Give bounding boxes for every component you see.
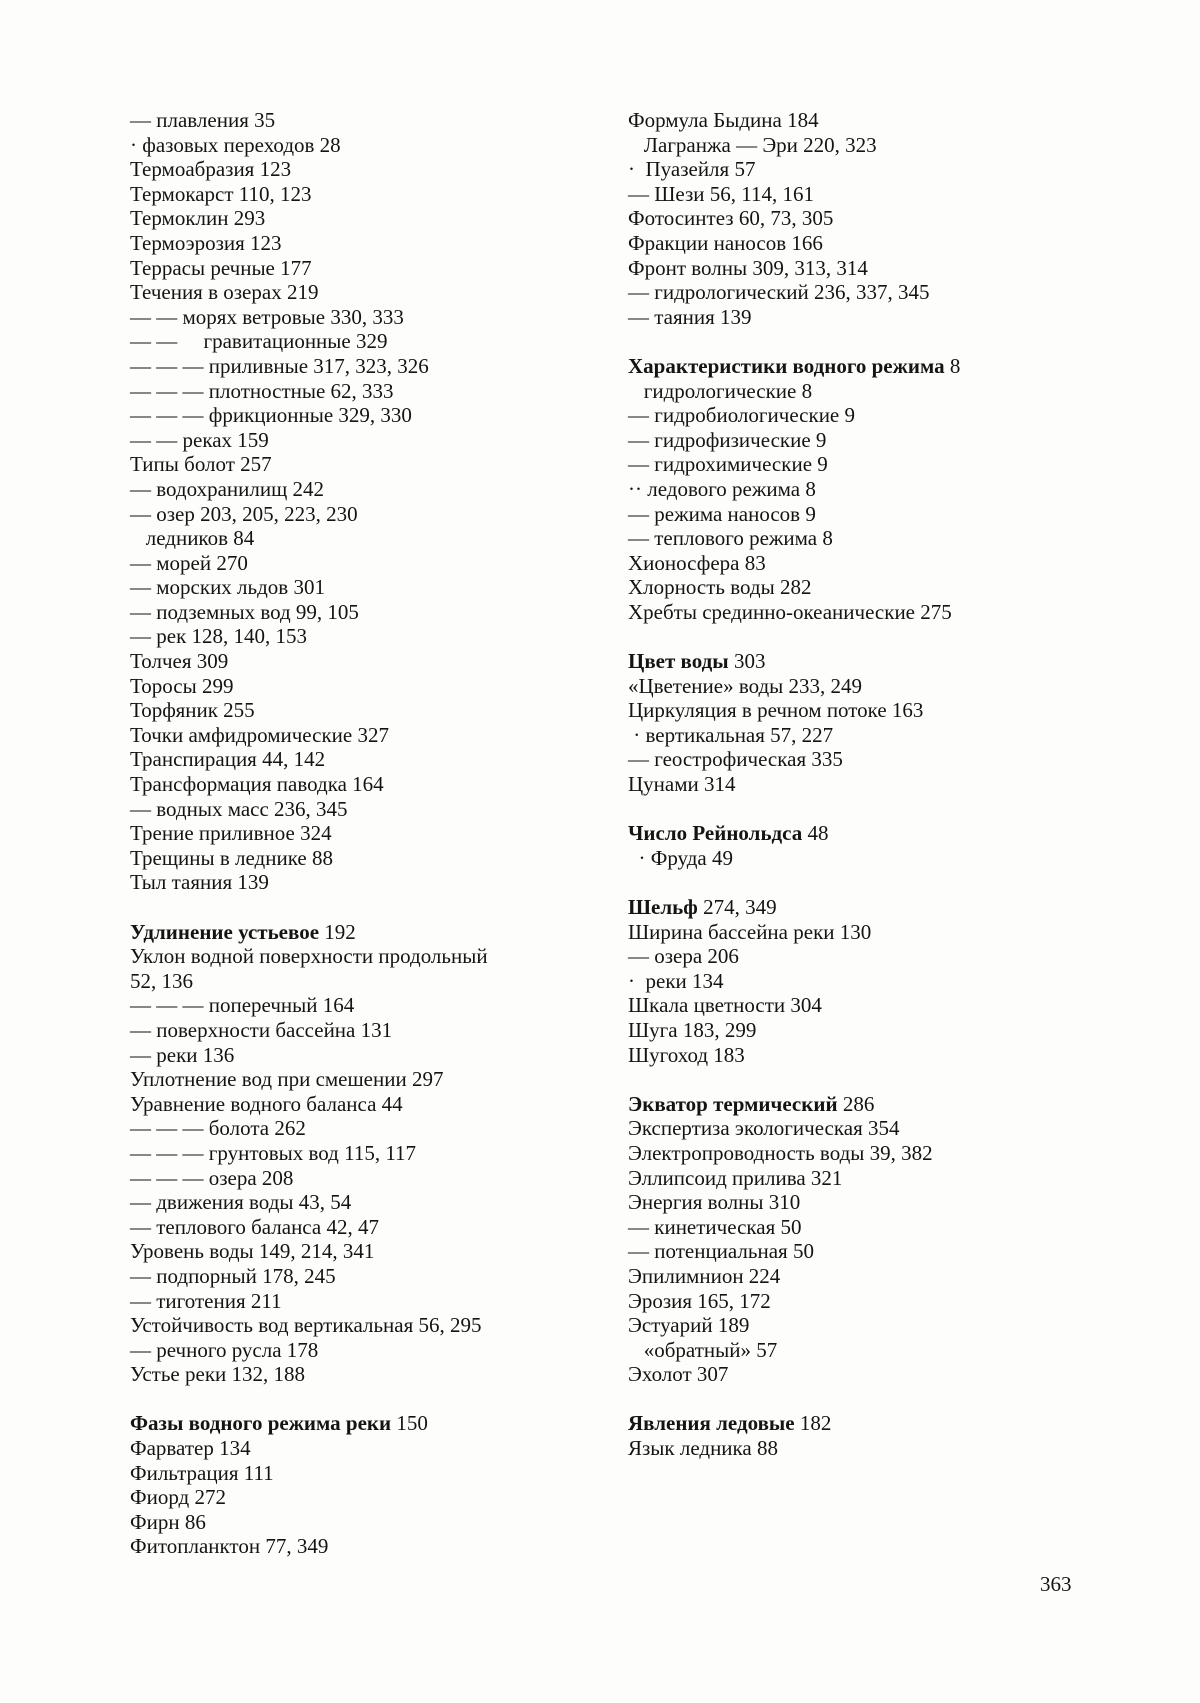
- index-entry: [130, 944, 600, 969]
- index-entry: [628, 108, 1098, 133]
- index-entry: [628, 231, 1098, 256]
- index-entry: [628, 1289, 1098, 1314]
- index-entry: [130, 206, 600, 231]
- index-entry: [130, 1239, 600, 1264]
- index-entry-text: — гидрофизические 9: [628, 427, 827, 452]
- index-entry: [130, 354, 600, 379]
- index-entry: [130, 1043, 600, 1068]
- index-entry-text: Фотосинтез 60, 73, 305: [628, 206, 834, 231]
- index-entry-text: — озера 206: [628, 944, 739, 969]
- section-gap: [130, 1387, 600, 1412]
- index-entry: [628, 133, 1098, 158]
- index-entry-text: — озер 203, 205, 223, 230: [130, 501, 358, 526]
- index-heading-term: Удлинение устьевое: [130, 919, 320, 944]
- index-entry: [628, 1018, 1098, 1043]
- index-entry: [130, 1534, 600, 1559]
- index-entry: [130, 1190, 600, 1215]
- index-entry: [130, 1166, 600, 1191]
- index-entry-text: · Фруда 49: [628, 845, 733, 870]
- index-entry-text: — гидрохимические 9: [628, 452, 828, 477]
- index-entry-text: 303: [728, 649, 766, 674]
- index-entry-text: Термоклин 293: [130, 206, 266, 231]
- index-entry: [130, 1067, 600, 1092]
- index-entry: [130, 403, 600, 428]
- index-entry: [628, 403, 1098, 428]
- index-entry-text: — речного русла 178: [130, 1337, 319, 1362]
- page-number: 363: [1040, 1572, 1072, 1596]
- index-entry-text: — теплового баланса 42, 47: [130, 1214, 379, 1239]
- index-entry: [628, 1092, 1098, 1117]
- index-entry-text: Устье реки 132, 188: [130, 1362, 306, 1387]
- index-entry: [628, 1436, 1098, 1461]
- index-entry-text: Хлорность воды 282: [628, 575, 812, 600]
- index-heading-term: Число Рейнольдса: [628, 821, 803, 846]
- index-entry: [628, 920, 1098, 945]
- index-entry: [628, 354, 1098, 379]
- index-heading-term: Экватор термический: [628, 1091, 838, 1116]
- index-entry: [130, 821, 600, 846]
- index-entry: [130, 133, 600, 158]
- index-entry: [130, 1485, 600, 1510]
- index-entry: [130, 993, 600, 1018]
- index-heading-term: Фазы водного режима реки: [130, 1411, 392, 1436]
- index-entry-text: — — — озера 208: [130, 1165, 294, 1190]
- index-entry-text: 192: [319, 919, 356, 944]
- index-entry: [628, 305, 1098, 330]
- index-entry: [130, 575, 600, 600]
- index-entry: [130, 870, 600, 895]
- index-entry-text: Язык ледника 88: [628, 1436, 779, 1461]
- index-entry: [130, 674, 600, 699]
- index-entry: [628, 1239, 1098, 1264]
- index-entry-text: · Пуазейля 57: [628, 157, 756, 182]
- index-entry: [130, 305, 600, 330]
- index-entry-text: «обратный» 57: [628, 1337, 778, 1362]
- index-entry: [130, 157, 600, 182]
- index-entry-text: Трансформация паводка 164: [130, 772, 384, 797]
- index-entry-text: Фитопланктон 77, 349: [130, 1534, 329, 1559]
- index-entry-text: 274, 349: [697, 895, 777, 919]
- index-entry-text: гидрологические 8: [628, 378, 813, 403]
- index-entry-text: Лагранжа — Эри 220, 323: [628, 132, 877, 157]
- index-entry: [130, 1510, 600, 1535]
- index-entry-text: — — гравитационные 329: [130, 329, 388, 354]
- index-entry: [130, 1141, 600, 1166]
- index-entry-text: Термоэрозия 123: [130, 230, 282, 255]
- index-entry: [628, 575, 1098, 600]
- index-entry-text: Фирн 86: [130, 1509, 206, 1534]
- index-entry: [130, 747, 600, 772]
- index-entry: [628, 1264, 1098, 1289]
- index-entry: [130, 182, 600, 207]
- index-entry-text: Шкала цветности 304: [628, 993, 822, 1018]
- index-column-left: [130, 108, 600, 1559]
- index-entry-text: Энергия волны 310: [628, 1190, 801, 1215]
- index-entry: [628, 895, 1098, 920]
- index-entry: [628, 206, 1098, 231]
- index-entry-text: — морских льдов 301: [130, 575, 325, 600]
- index-entry-text: Течения в озерах 219: [130, 280, 319, 305]
- index-entry: [130, 1362, 600, 1387]
- index-entry-text: Цунами 314: [628, 772, 736, 797]
- index-entry: [628, 698, 1098, 723]
- index-entry-text: — — — грунтовых вод 115, 117: [130, 1140, 417, 1165]
- index-entry: [628, 944, 1098, 969]
- index-entry: [130, 379, 600, 404]
- index-entry: [130, 772, 600, 797]
- index-entry-text: Торосы 299: [130, 673, 234, 698]
- index-entry: [130, 1018, 600, 1043]
- index-entry-text: Фарватер 134: [130, 1436, 251, 1461]
- index-entry-text: Террасы речные 177: [130, 255, 312, 280]
- index-entry-text: Фракции наносов 166: [628, 230, 823, 255]
- index-entry-text: — поверхности бассейна 131: [130, 1017, 393, 1042]
- index-entry: [130, 1436, 600, 1461]
- index-entry-text: Фильтрация 111: [130, 1460, 274, 1485]
- index-entry: [130, 1338, 600, 1363]
- index-entry: [628, 182, 1098, 207]
- index-entry-text: — — — поперечный 164: [130, 993, 355, 1018]
- index-entry: [130, 502, 600, 527]
- section-gap: [628, 870, 1098, 895]
- index-entry: [130, 1264, 600, 1289]
- index-entry-text: Уплотнение вод при смешении 297: [130, 1067, 444, 1092]
- index-entry-text: — теплового режима 8: [628, 526, 833, 551]
- index-entry-text: Термоабразия 123: [130, 157, 292, 182]
- index-entry-text: — — морях ветровые 330, 333: [130, 304, 404, 329]
- index-entry: [130, 920, 600, 945]
- index-entry: [628, 157, 1098, 182]
- index-entry-text: 8: [944, 353, 961, 378]
- section-gap: [628, 329, 1098, 354]
- index-entry: [628, 821, 1098, 846]
- index-entry: [628, 526, 1098, 551]
- index-entry: [130, 1461, 600, 1486]
- index-entry-text: Хионосфера 83: [628, 550, 766, 575]
- index-entry-text: — — — болота 262: [130, 1116, 306, 1141]
- index-entry: [628, 1338, 1098, 1363]
- index-entry-text: — рек 128, 140, 153: [130, 624, 308, 649]
- index-entry-text: ·· ледового режима 8: [628, 476, 816, 501]
- index-entry-text: Устойчивость вод вертикальная 56, 295: [130, 1313, 482, 1338]
- index-entry-text: Точки амфидромические 327: [130, 722, 389, 747]
- index-heading-term: Явления ледовые: [628, 1411, 795, 1436]
- index-entry-text: · реки 134: [628, 968, 724, 993]
- index-entry: [628, 1411, 1098, 1436]
- index-entry-text: — Шези 56, 114, 161: [628, 181, 815, 206]
- index-entry-text: — водохранилищ 242: [130, 476, 325, 501]
- index-entry: [130, 797, 600, 822]
- index-entry-text: Толчея 309: [130, 649, 229, 674]
- section-gap: [628, 624, 1098, 649]
- index-entry: [130, 108, 600, 133]
- index-entry: [628, 551, 1098, 576]
- index-entry-text: — подземных вод 99, 105: [130, 599, 359, 624]
- index-entry-text: Эрозия 165, 172: [628, 1288, 771, 1313]
- index-entry-text: — морей 270: [130, 550, 248, 575]
- index-entry-text: — реки 136: [130, 1042, 235, 1067]
- index-entry-text: Эхолот 307: [628, 1362, 729, 1387]
- index-entry: [130, 698, 600, 723]
- section-gap: [130, 895, 600, 920]
- index-entry: [130, 1116, 600, 1141]
- index-entry: [628, 969, 1098, 994]
- index-entry-text: Уклон водной поверхности продольный: [130, 944, 488, 969]
- index-entry-text: — подпорный 178, 245: [130, 1263, 336, 1288]
- index-entry-text: — гидробиологические 9: [628, 403, 856, 428]
- index-heading-term: Характеристики водного режима: [628, 353, 945, 378]
- index-entry: [628, 256, 1098, 281]
- index-entry-text: — — — плотностные 62, 333: [130, 378, 394, 403]
- index-entry-text: Шуга 183, 299: [628, 1017, 757, 1042]
- index-entry: [130, 526, 600, 551]
- index-entry: [130, 649, 600, 674]
- index-entry-text: Формула Быдина 184: [628, 108, 819, 132]
- index-entry-text: — водных масс 236, 345: [130, 796, 348, 821]
- index-entry-text: ледников 84: [130, 526, 255, 551]
- index-entry: [130, 624, 600, 649]
- index-entry-text: Термокарст 110, 123: [130, 181, 312, 206]
- index-entry: [130, 1215, 600, 1240]
- index-entry: [628, 477, 1098, 502]
- index-entry: [130, 280, 600, 305]
- index-entry-text: — движения воды 43, 54: [130, 1190, 352, 1215]
- index-entry: [628, 1141, 1098, 1166]
- index-entry-text: Эстуарий 189: [628, 1313, 750, 1338]
- index-entry-text: Торфяник 255: [130, 698, 255, 723]
- index-entry-text: Трещины в леднике 88: [130, 845, 333, 870]
- index-entry: [628, 1313, 1098, 1338]
- index-entry: [628, 280, 1098, 305]
- index-entry: [628, 1190, 1098, 1215]
- index-entry: [130, 477, 600, 502]
- index-entry: [628, 1043, 1098, 1068]
- index-entry: [130, 846, 600, 871]
- index-entry: [130, 256, 600, 281]
- index-entry: [130, 231, 600, 256]
- index-entry-text: — потенциальная 50: [628, 1239, 814, 1264]
- index-entry-text: Эллипсоид прилива 321: [628, 1165, 843, 1190]
- index-entry-text: Циркуляция в речном потоке 163: [628, 698, 924, 723]
- index-entry: [130, 452, 600, 477]
- index-entry-text: Транспирация 44, 142: [130, 747, 326, 772]
- index-entry: [130, 551, 600, 576]
- index-entry: [628, 1362, 1098, 1387]
- index-entry: [130, 723, 600, 748]
- index-entry: [628, 1116, 1098, 1141]
- index-entry-text: Эпилимнион 224: [628, 1263, 781, 1288]
- index-entry-text: — — реках 159: [130, 427, 269, 452]
- index-entry-text: Уровень воды 149, 214, 341: [130, 1239, 375, 1264]
- index-entry: [628, 379, 1098, 404]
- index-entry-text: Хребты срединно-океанические 275: [628, 599, 952, 624]
- index-column-right: [628, 108, 1098, 1461]
- index-entry: [130, 600, 600, 625]
- index-heading-term: Цвет воды: [628, 649, 729, 674]
- index-entry: [628, 846, 1098, 871]
- index-entry: [130, 1092, 600, 1117]
- index-entry: [628, 452, 1098, 477]
- index-entry-text: Шугоход 183: [628, 1042, 745, 1067]
- index-entry-text: Электропроводность воды 39, 382: [628, 1140, 933, 1165]
- index-entry-text: Фиорд 272: [130, 1485, 226, 1510]
- index-entry-text: · фазовых переходов 28: [130, 132, 341, 157]
- index-entry-text: — кинетическая 50: [628, 1214, 802, 1239]
- index-entry: [130, 969, 600, 994]
- index-entry-text: — тиготения 211: [130, 1288, 282, 1313]
- index-entry: [628, 428, 1098, 453]
- index-entry: [628, 1166, 1098, 1191]
- index-entry: [130, 1289, 600, 1314]
- index-entry-text: «Цветение» воды 233, 249: [628, 673, 863, 698]
- index-entry-text: Тыл таяния 139: [130, 870, 269, 895]
- index-entry-text: Уравнение водного баланса 44: [130, 1091, 403, 1116]
- index-entry-text: — режима наносов 9: [628, 501, 816, 526]
- index-entry: [628, 747, 1098, 772]
- index-entry: [130, 428, 600, 453]
- index-entry-text: Экспертиза экологическая 354: [628, 1116, 900, 1141]
- index-entry-text: 48: [802, 821, 829, 846]
- index-entry-text: · вертикальная 57, 227: [628, 722, 834, 747]
- index-entry: [628, 993, 1098, 1018]
- index-entry-text: — таяния 139: [628, 304, 752, 329]
- index-entry: [130, 329, 600, 354]
- index-entry: [130, 1313, 600, 1338]
- index-entry: [628, 674, 1098, 699]
- index-entry: [628, 649, 1098, 674]
- index-entry-text: 182: [794, 1411, 832, 1436]
- section-gap: [628, 797, 1098, 822]
- index-entry-text: Фронт волны 309, 313, 314: [628, 255, 868, 280]
- index-heading-term: Шельф: [628, 895, 698, 919]
- index-entry: [628, 1215, 1098, 1240]
- index-entry-text: — геострофическая 335: [628, 747, 843, 772]
- section-gap: [628, 1387, 1098, 1412]
- index-entry-text: 286: [837, 1091, 875, 1116]
- section-gap: [628, 1067, 1098, 1092]
- index-entry: [130, 1411, 600, 1436]
- index-entry: [628, 502, 1098, 527]
- index-entry-text: Трение приливное 324: [130, 821, 332, 846]
- index-entry: [628, 600, 1098, 625]
- index-entry-text: — — — фрикционные 329, 330: [130, 403, 412, 428]
- index-entry-text: — гидрологический 236, 337, 345: [628, 280, 930, 305]
- index-entry: [628, 723, 1098, 748]
- index-entry: [628, 772, 1098, 797]
- index-entry-text: 150: [391, 1411, 428, 1436]
- index-entry-text: Типы болот 257: [130, 452, 272, 477]
- index-entry-text: 52, 136: [130, 968, 193, 993]
- index-entry-text: Ширина бассейна реки 130: [628, 919, 872, 944]
- index-entry-text: — плавления 35: [130, 108, 276, 132]
- index-entry-text: — — — приливные 317, 323, 326: [130, 353, 429, 378]
